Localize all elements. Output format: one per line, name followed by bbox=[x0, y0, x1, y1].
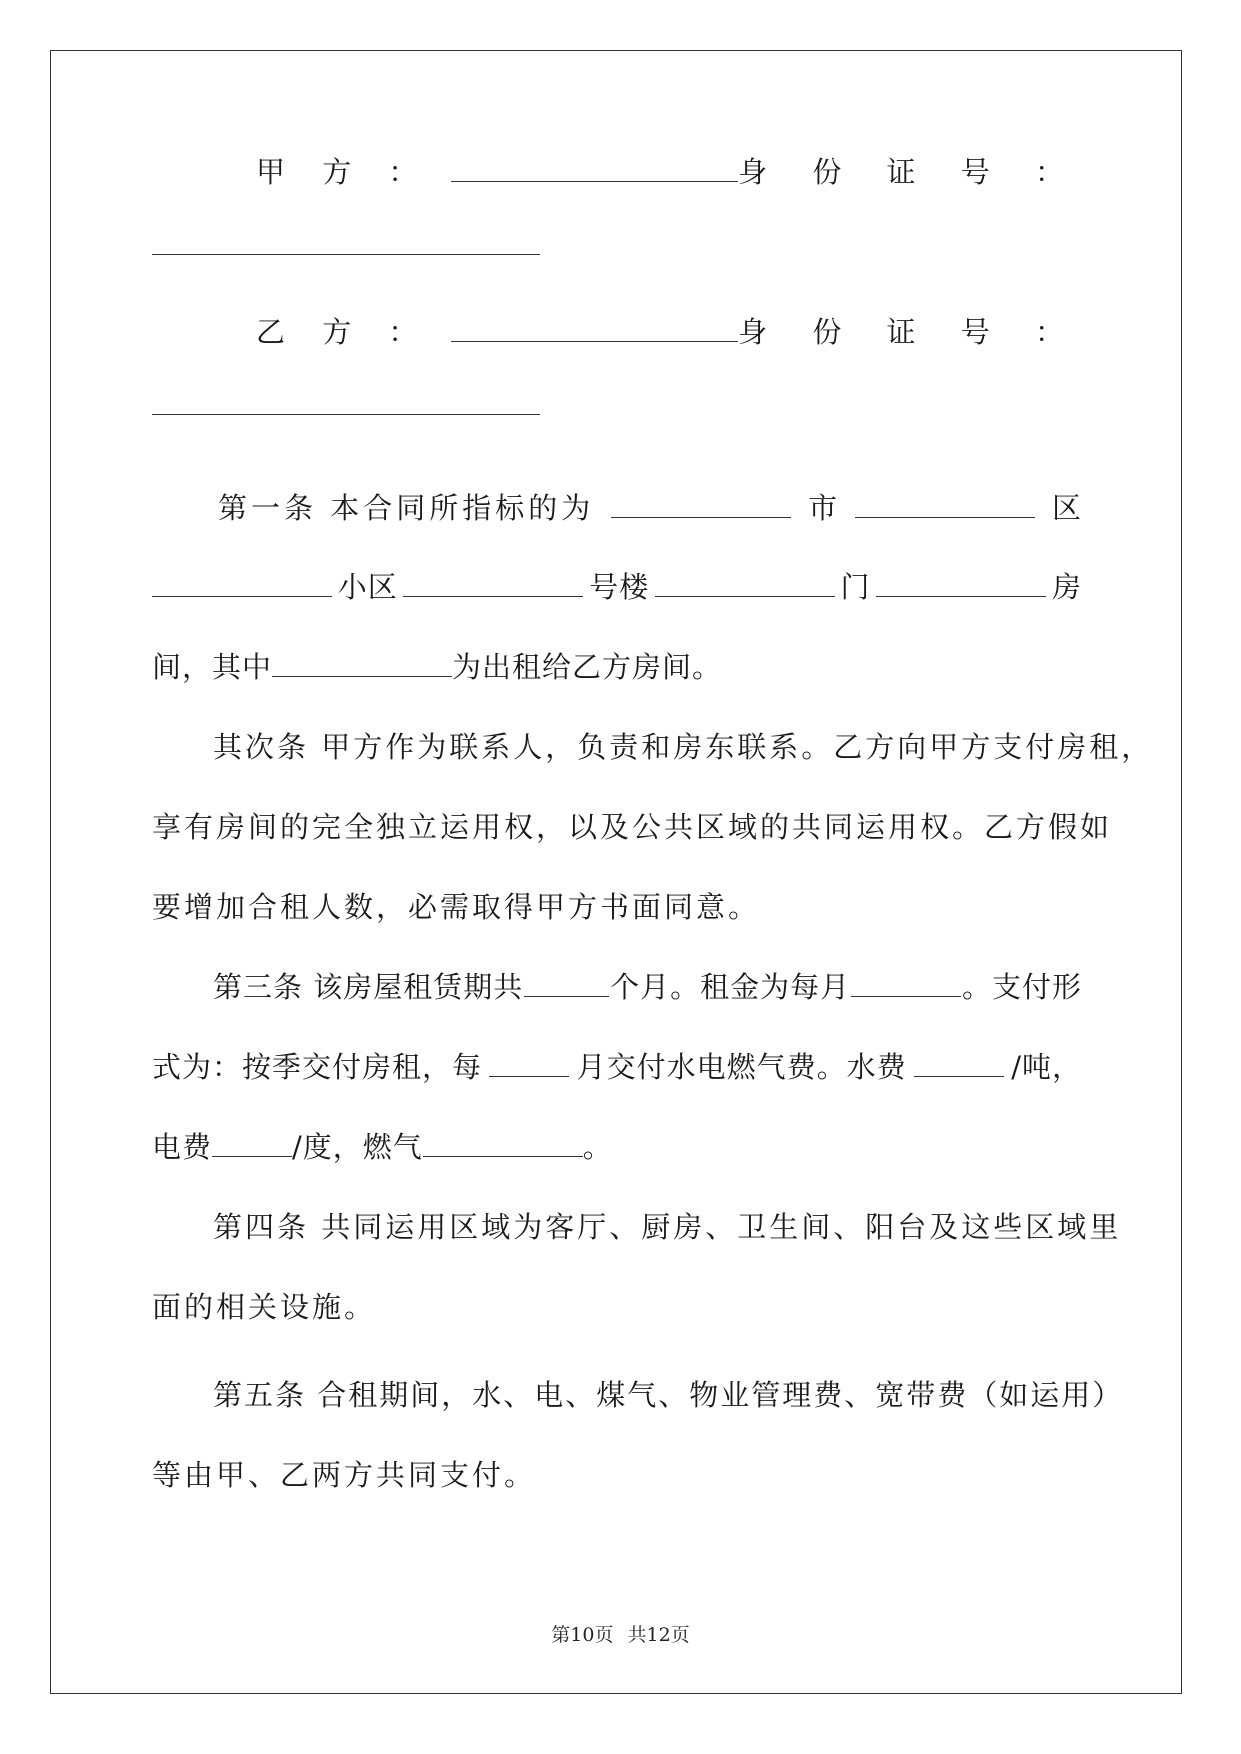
party-a-label: 甲 方 ： bbox=[256, 155, 432, 189]
electricity-fee-blank[interactable] bbox=[212, 1128, 292, 1157]
clause-2-text-3: 要增加合租人数，必需取得甲方书面同意。 bbox=[152, 890, 761, 924]
clause-5-text-1: 第五条 合租期间，水、电、煤气、物业管理费、宽带费（如运用） bbox=[213, 1378, 1124, 1412]
clause-4-text-2: 面的相关设施。 bbox=[152, 1290, 377, 1324]
clause-2-line-1 bbox=[213, 727, 1154, 767]
lease-months-blank[interactable] bbox=[524, 968, 609, 997]
party-b-name-blank[interactable] bbox=[451, 313, 738, 342]
clause-1-line-1 bbox=[218, 488, 1082, 528]
clause-3-text-4: 式为：按季交付房租，每 bbox=[152, 1050, 483, 1084]
clause-3-text-1: 第三条 该房屋租赁期共 bbox=[213, 970, 524, 1004]
party-a-row bbox=[256, 152, 1082, 192]
page-number: 第10页 bbox=[551, 1624, 614, 1646]
party-b-label: 乙 方 ： bbox=[256, 315, 432, 349]
room-blank[interactable] bbox=[876, 568, 1046, 597]
city-blank[interactable] bbox=[611, 489, 791, 518]
clause-3-text-5: 月交付水电燃气费。水费 bbox=[576, 1050, 907, 1084]
party-b-id-label: 身 份 证 号 ： bbox=[738, 315, 1082, 349]
clause-1-line-2 bbox=[152, 567, 1082, 607]
clause-2-line-3 bbox=[152, 887, 1082, 927]
clause-3-line-3 bbox=[152, 1127, 1082, 1167]
party-a-id-blank[interactable] bbox=[152, 254, 540, 255]
clause-1-rented: 为出租给乙方房间。 bbox=[452, 650, 723, 684]
clause-1-text: 第一条 本合同所指标的为 bbox=[218, 491, 595, 525]
monthly-rent-blank[interactable] bbox=[851, 968, 961, 997]
clause-3-line-1 bbox=[213, 967, 1082, 1007]
page-border bbox=[50, 50, 1182, 1694]
clause-4-line-2 bbox=[152, 1287, 1082, 1327]
clause-4-text-1: 第四条 共同运用区域为客厅、厨房、卫生间、阳台及这些区域里 bbox=[213, 1210, 1122, 1244]
clause-1-district: 区 bbox=[1051, 491, 1082, 525]
clause-5-line-1 bbox=[213, 1375, 1124, 1415]
clause-2-text-1: 其次条 甲方作为联系人，负责和房东联系。乙方向甲方支付房租， bbox=[213, 730, 1154, 764]
clause-1-unit: 门 bbox=[840, 570, 871, 604]
clause-1-room: 房 bbox=[1051, 570, 1082, 604]
party-a-id-label: 身 份 证 号 ： bbox=[738, 155, 1082, 189]
clause-3-text-3: 。支付形 bbox=[961, 970, 1082, 1004]
party-b-row bbox=[256, 312, 1082, 352]
clause-4-line-1 bbox=[213, 1207, 1122, 1247]
utility-months-blank[interactable] bbox=[489, 1048, 569, 1077]
building-blank[interactable] bbox=[403, 568, 583, 597]
community-blank[interactable] bbox=[152, 568, 332, 597]
district-blank[interactable] bbox=[855, 489, 1035, 518]
clause-5-line-2 bbox=[152, 1455, 1082, 1495]
clause-5-text-2: 等由甲、乙两方共同支付。 bbox=[152, 1458, 537, 1492]
party-a-name-blank[interactable] bbox=[451, 153, 738, 182]
clause-2-line-2 bbox=[152, 807, 1113, 847]
clause-1-line-3 bbox=[152, 647, 1082, 687]
clause-1-among: 间，其中 bbox=[152, 650, 273, 684]
clause-3-text-7: 电费 bbox=[152, 1130, 213, 1164]
clause-3-text-9: 。 bbox=[582, 1130, 613, 1164]
rented-room-blank[interactable] bbox=[272, 648, 452, 677]
clause-3-text-2: 个月。租金为每月 bbox=[610, 970, 851, 1004]
page-total: 共12页 bbox=[627, 1624, 690, 1646]
clause-1-building: 号楼 bbox=[589, 570, 650, 604]
page-footer bbox=[0, 1620, 1241, 1647]
clause-3-text-8: /度，燃气 bbox=[292, 1130, 423, 1164]
water-fee-blank[interactable] bbox=[914, 1048, 1004, 1077]
clause-3-line-2 bbox=[152, 1047, 1082, 1087]
clause-1-community: 小区 bbox=[337, 570, 398, 604]
clause-1-city: 市 bbox=[808, 491, 839, 525]
unit-blank[interactable] bbox=[655, 568, 835, 597]
clause-3-text-6: /吨， bbox=[1011, 1050, 1082, 1084]
gas-fee-blank[interactable] bbox=[423, 1128, 583, 1157]
party-b-id-blank[interactable] bbox=[152, 414, 540, 415]
clause-2-text-2: 享有房间的完全独立运用权，以及公共区域的共同运用权。乙方假如 bbox=[152, 810, 1113, 844]
